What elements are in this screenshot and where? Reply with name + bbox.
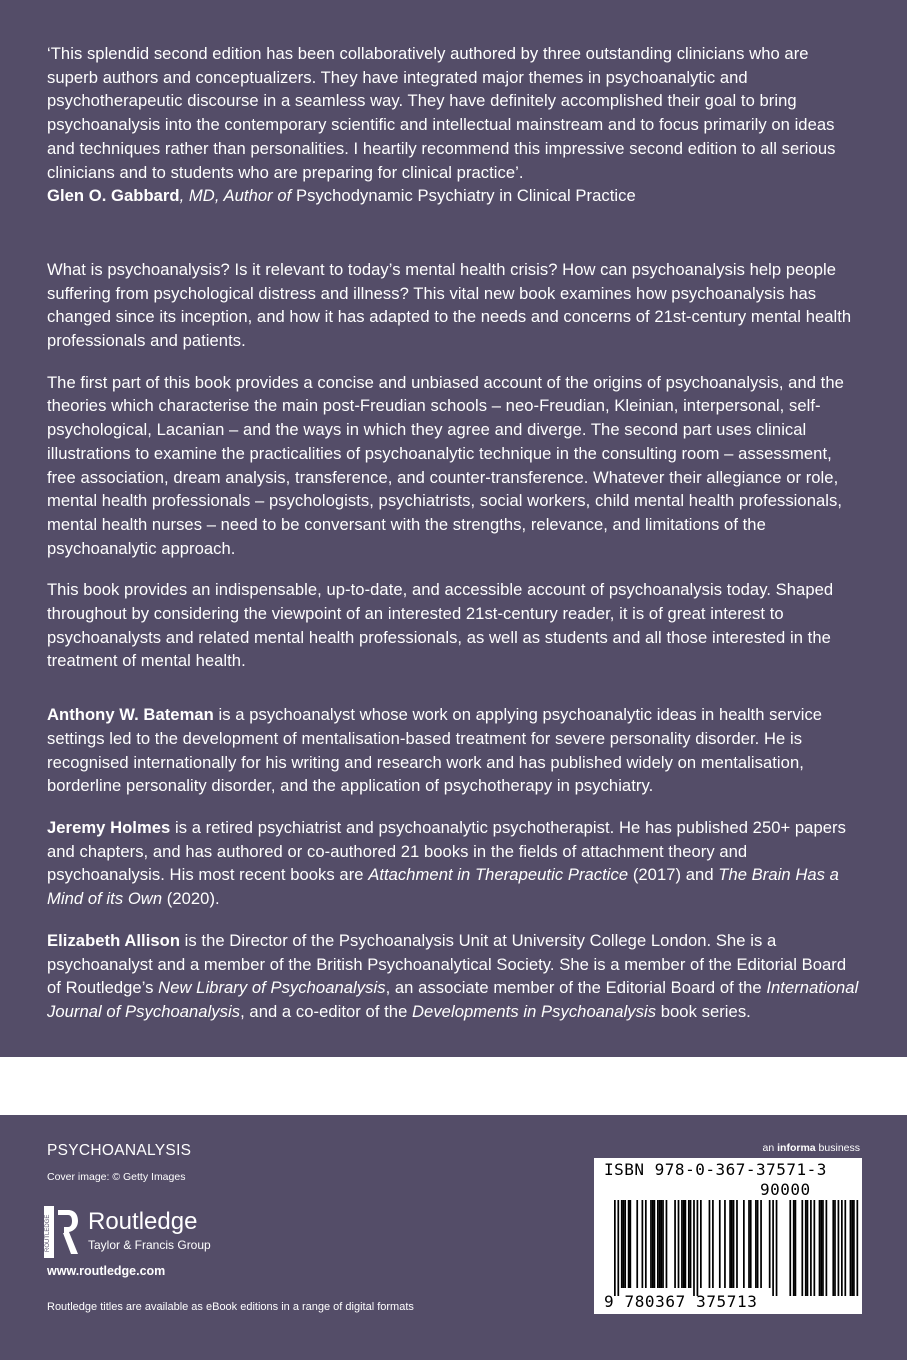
informa-prefix: an xyxy=(762,1142,778,1154)
addon-bar xyxy=(819,1200,821,1296)
publisher-name: Routledge xyxy=(88,1208,198,1235)
routledge-logo xyxy=(44,1206,264,1260)
barcode-bar xyxy=(662,1200,664,1288)
endorsement-quote: ‘This splendid second edition has been collaboratively authored by three outstanding clinicians who are superb authors and conceptualizers. They have integrated major themes in psychoanalytic and psychotherapeutic discourse in a seamless way. They have definitely accomplished their goal to bring psychoanalysis into the contemporary scientific and intellectual mainstream and to focus primarily on ideas and techniques rather than personalities. I heartily recommend this impressive second edition to all serious clinicians and to students who are preparing for clinical practice’. xyxy=(47,44,836,182)
addon-bar xyxy=(820,1200,822,1296)
barcode-bar xyxy=(685,1200,687,1288)
barcode-bar xyxy=(750,1200,752,1288)
price-code: 90000 xyxy=(760,1180,811,1199)
isbn-label: ISBN 978-0-367-37571-3 xyxy=(604,1160,827,1179)
barcode-bar xyxy=(769,1200,771,1288)
author-bio-text: book series. xyxy=(656,1001,751,1021)
author-bio-text: is a psychoanalyst whose work on applying psychoanalytic ideas in health service settings led to the development of mentalisation-based treatment for severe personality disorder. He is recognised internationally for his writing and research work and has published widely on mentalisation, borderline personality disorder, and the application of psychotherapy in psychiatry. xyxy=(47,705,823,796)
barcode-bar xyxy=(748,1200,750,1288)
barcode-bar xyxy=(729,1200,731,1288)
svg-text:ROUTLEDGE: ROUTLEDGE xyxy=(45,1214,51,1252)
barcode-bars xyxy=(594,1158,862,1314)
barcode-bar xyxy=(674,1200,676,1288)
barcode-bar xyxy=(757,1200,759,1288)
author-bio-text: is the Director of the Psychoanalysis Unit at University College London. She is a psychoanalyst and a member of the British Psychoanalytical Society. She is a member of the Editorial Board of Routledge’s xyxy=(47,930,847,998)
barcode-bar xyxy=(700,1200,702,1288)
addon-bar xyxy=(850,1200,852,1296)
barcode-bar xyxy=(736,1200,738,1288)
author-bio-text: , an associate member of the Editorial Board of the xyxy=(385,978,767,998)
barcode-bar xyxy=(760,1200,762,1288)
cover-image-credit: Cover image: © Getty Images xyxy=(47,1171,186,1183)
addon-bar xyxy=(832,1200,834,1296)
barcode-bar xyxy=(650,1200,652,1288)
endorser-book: Psychodynamic Psychiatry in Clinical Practice xyxy=(296,186,636,206)
addon-bar xyxy=(841,1200,843,1296)
author-bio-text: (2017) and xyxy=(628,865,719,885)
barcode-bar xyxy=(776,1200,778,1296)
barcode-bar xyxy=(660,1200,662,1288)
book-title: Attachment in Therapeutic Practice xyxy=(368,865,629,885)
barcode-bar xyxy=(733,1200,735,1288)
barcode-bar xyxy=(772,1200,774,1296)
informa-brand: informa xyxy=(777,1142,816,1154)
series-title: Developments in Psychoanalysis xyxy=(412,1001,657,1021)
barcode-bar xyxy=(621,1200,623,1288)
author-bio-holmes xyxy=(47,816,859,911)
barcode-bar xyxy=(678,1200,680,1288)
barcode-bar xyxy=(719,1200,721,1288)
ebook-note: Routledge titles are available as eBook editions in a range of digital formats xyxy=(47,1301,414,1313)
author-name: Elizabeth Allison xyxy=(47,930,180,950)
barcode-bar xyxy=(743,1200,745,1288)
informa-tagline xyxy=(763,1142,860,1154)
barcode-bar xyxy=(652,1200,654,1288)
addon-bar xyxy=(793,1200,795,1296)
addon-bar xyxy=(853,1200,855,1296)
series-title: New Library of Psychoanalysis xyxy=(158,978,386,998)
publisher-website[interactable]: www.routledge.com xyxy=(47,1264,166,1278)
barcode-bar xyxy=(690,1200,692,1288)
barcode-bar xyxy=(724,1200,726,1288)
book-title: The Brain Has a Mind of its Own xyxy=(47,865,839,909)
addon-bar xyxy=(826,1200,828,1296)
barcode-bar xyxy=(688,1200,690,1288)
barcode-bar xyxy=(617,1200,619,1296)
addon-bar xyxy=(822,1200,824,1296)
barcode-bar xyxy=(697,1200,699,1296)
description-paragraph-2: The first part of this book provides a concise and unbiased account of the origins of psychoanalysis, and the theories which characterise the main post-Freudian schools – neo-Freudian, Kleinian, interpersonal, self-psychological, Lacanian – and the ways in which they agree and diverge. The second part uses clinical illustrations to examine the practicalities of psychoanalytic technique in the consulting room – assessment, free association, dream analysis, transference, and counter-transference. Whatever their allegiance or role, mental health professionals – psychologists, psychiatrists, social workers, child mental health professionals, mental health nurses – need to be conversant with the strengths, relevance, and limitations of the psychoanalytic approach. xyxy=(47,372,844,558)
barcode-bar xyxy=(712,1200,714,1288)
barcode-bar xyxy=(659,1200,661,1288)
endorser-credential: , MD, Author of xyxy=(179,186,296,206)
barcode-bar xyxy=(642,1200,644,1288)
addon-bar xyxy=(795,1200,797,1296)
author-name: Anthony W. Bateman xyxy=(47,705,214,725)
barcode-bar xyxy=(623,1200,625,1288)
description-paragraph-3: This book provides an indispensable, up-to-date, and accessible account of psychoanalysis today. Shaped throughout by considering the viewpoint of an interested 21st-century reader, it is of great interest to psychoanalysts and related mental health professionals, as well as students and all those interested in the treatment of mental health. xyxy=(47,580,834,671)
addon-bar xyxy=(789,1200,791,1296)
description-paragraph-1: What is psychoanalysis? Is it relevant to today’s mental health crisis? How can psychoanalysis help people suffering from psychological distress and illness? This vital new book examines how psychoanalysis has changed since its inception, and how it has adapted to the needs and concerns of 21st-century mental health professionals and patients. xyxy=(47,259,852,351)
divider-band xyxy=(0,1057,907,1115)
barcode-bar xyxy=(628,1200,630,1288)
addon-bar xyxy=(810,1200,812,1296)
author-bio-text: is a retired psychiatrist and psychoanalytic psychotherapist. He has published 250+ papers and chapters, and has authored or co-authored 21 books in the fields of attachment theory and psychoanalysis. His most recent books are xyxy=(47,817,846,885)
addon-bar xyxy=(851,1200,853,1296)
barcode-bar xyxy=(755,1200,757,1288)
author-name: Jeremy Holmes xyxy=(47,817,171,837)
addon-bar xyxy=(844,1200,846,1296)
barcode-bar xyxy=(629,1200,631,1288)
author-bio-bateman xyxy=(47,703,859,798)
barcode-bar xyxy=(681,1200,683,1288)
barcode-bar xyxy=(624,1200,626,1288)
barcode-bar xyxy=(709,1200,711,1288)
journal-title: International Journal of Psychoanalysis xyxy=(47,978,859,1021)
barcode-bar xyxy=(645,1200,647,1288)
informa-suffix: business xyxy=(815,1142,860,1154)
barcode-bar xyxy=(657,1200,659,1288)
addon-bar xyxy=(807,1200,809,1296)
isbn-barcode xyxy=(594,1158,862,1314)
addon-bar xyxy=(838,1200,840,1296)
addon-bar xyxy=(813,1200,815,1296)
endorser-name: Glen O. Gabbard xyxy=(47,186,180,206)
barcode-bar xyxy=(636,1200,638,1288)
barcode-bar xyxy=(693,1200,695,1296)
routledge-r-icon xyxy=(44,1206,78,1258)
author-bio-text: , and a co-editor of the xyxy=(240,1001,413,1021)
subject-category: PSYCHOANALYSIS xyxy=(47,1142,192,1159)
barcode-bar xyxy=(666,1200,668,1288)
barcode-bar xyxy=(731,1200,733,1288)
addon-bar xyxy=(805,1200,807,1296)
barcode-bar xyxy=(654,1200,656,1288)
addon-bar xyxy=(834,1200,836,1296)
barcode-bar xyxy=(683,1200,685,1288)
publisher-group: Taylor & Francis Group xyxy=(88,1238,211,1252)
ean-digits: 9 780367 375713 xyxy=(604,1292,758,1311)
addon-bar xyxy=(856,1200,858,1296)
author-bio-allison xyxy=(47,929,859,1024)
barcode-bar xyxy=(614,1200,616,1296)
addon-bar xyxy=(801,1200,803,1296)
author-bio-text: (2020). xyxy=(162,889,220,909)
endorsement xyxy=(47,42,859,208)
